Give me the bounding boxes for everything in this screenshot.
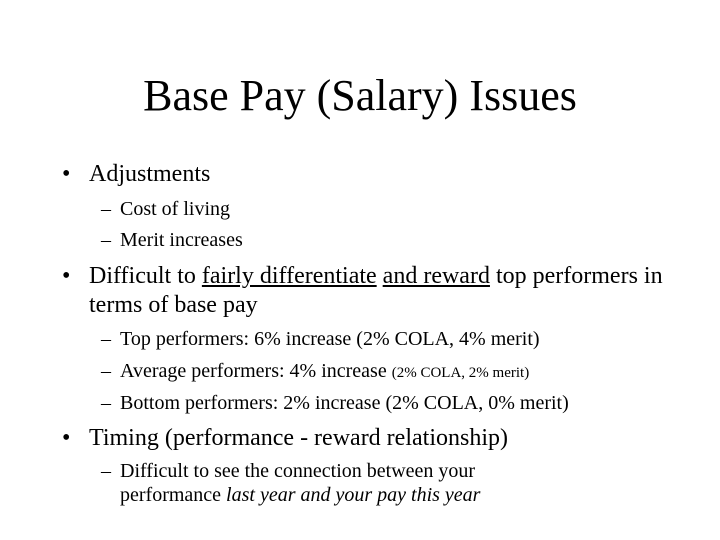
dash-icon: – (101, 229, 111, 251)
bullet-text: Adjustments (89, 161, 211, 187)
dash-icon: – (101, 360, 111, 382)
subitem-text: Bottom performers: 2% increase (2% COLA, 0% merit) (120, 392, 569, 414)
dash-icon: – (101, 460, 111, 482)
bullet-icon: • (62, 263, 71, 289)
text-segment: Difficult to see the connection between your performance (120, 460, 476, 506)
text-segment: Average performers: 4% increase (120, 360, 392, 382)
dash-icon: – (101, 328, 111, 350)
bullet-icon: • (62, 425, 71, 451)
bullet-text (89, 262, 679, 320)
subitem-text: Merit increases (120, 229, 243, 251)
subitem-text: Top performers: 6% increase (2% COLA, 4% merit) (120, 328, 540, 350)
slide-title: Base Pay (Salary) Issues (143, 71, 577, 120)
bullet-text: Timing (performance - reward relationship) (89, 425, 508, 451)
text-segment: Difficult to (89, 263, 202, 289)
text-segment: top performers in terms of base pay (89, 263, 663, 318)
subitem-text (120, 359, 680, 385)
underlined-text: and reward (382, 263, 490, 289)
subitem-text (120, 459, 570, 507)
underlined-text: fairly differentiate (201, 263, 377, 289)
dash-icon: – (101, 198, 111, 220)
dash-icon: – (101, 392, 111, 414)
italic-text: last year and your pay this year (226, 484, 481, 506)
subitem-text: Cost of living (120, 198, 231, 220)
bullet-icon: • (62, 161, 71, 187)
small-text: (2% COLA, 2% merit) (391, 365, 530, 381)
